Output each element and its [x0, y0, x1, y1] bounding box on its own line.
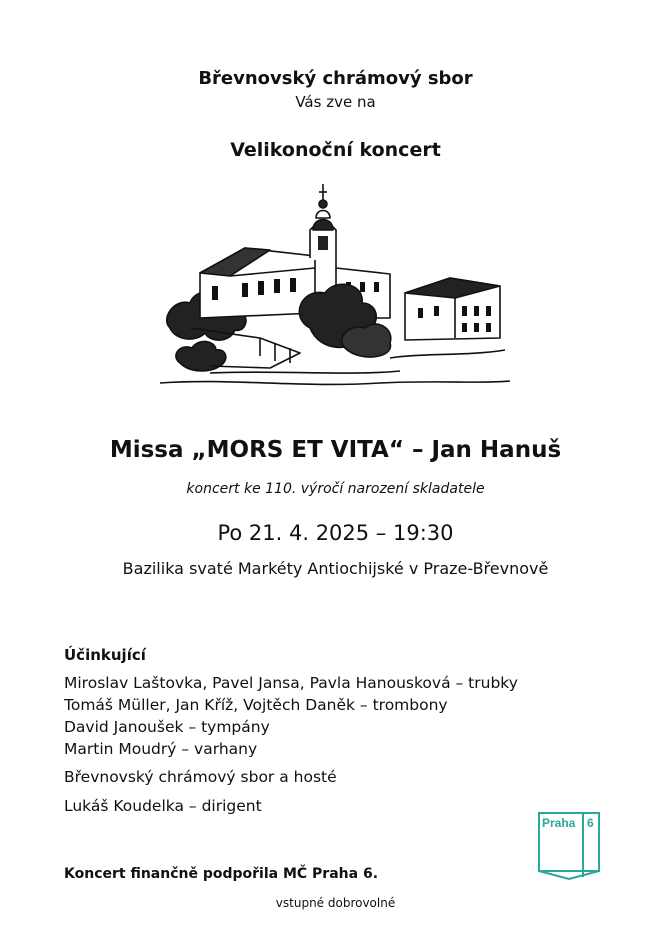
concert-venue: Bazilika svaté Markéty Antiochijské v Praze-Břevnově: [122, 559, 549, 578]
performer-line: David Janoušek – tympány: [64, 718, 270, 736]
invite-text: Vás zve na: [295, 93, 376, 111]
svg-text:6: 6: [587, 816, 594, 830]
monastery-drawing-icon: [150, 178, 520, 400]
performer-line: Tomáš Müller, Jan Kříž, Vojtěch Daněk – trombony: [64, 696, 448, 714]
concert-datetime: Po 21. 4. 2025 – 19:30: [217, 521, 454, 545]
work-title: Missa „MORS ET VITA“ – Jan Hanuš: [109, 437, 562, 463]
performers-heading: Účinkující: [64, 646, 146, 664]
performer-line: Miroslav Laštovka, Pavel Jansa, Pavla Hanousková – trubky: [64, 674, 518, 692]
praha-6-logo-icon: [537, 811, 601, 881]
funding-note: Koncert finančně podpořila MČ Praha 6.: [64, 866, 379, 882]
performer-line: Lukáš Koudelka – dirigent: [64, 797, 262, 815]
concert-subtitle: koncert ke 110. výročí narození skladatele: [186, 481, 485, 497]
admission-note: vstupné dobrovolné: [275, 896, 396, 910]
event-title: Velikonoční koncert: [230, 139, 441, 161]
svg-text:Praha: Praha: [542, 816, 576, 830]
organizer-name: Břevnovský chrámový sbor: [198, 68, 473, 89]
performer-line: Břevnovský chrámový sbor a hosté: [64, 768, 337, 786]
performer-line: Martin Moudrý – varhany: [64, 740, 258, 758]
